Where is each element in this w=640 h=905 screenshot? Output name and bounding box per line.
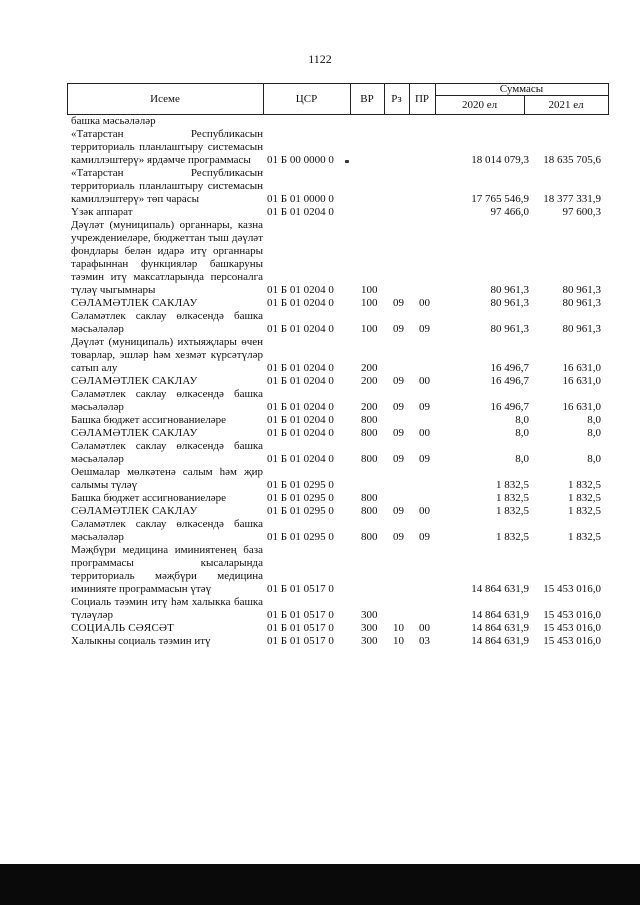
row-sum-2020: 8,0 bbox=[515, 453, 529, 465]
table-row bbox=[67, 440, 609, 466]
row-vr: 800 bbox=[361, 427, 378, 439]
row-sum-2021: 1 832,5 bbox=[568, 492, 601, 504]
row-sum-2020: 80 961,3 bbox=[490, 284, 529, 296]
row-sum-2021: 1 832,5 bbox=[568, 531, 601, 543]
header-csr: ЦСР bbox=[295, 93, 318, 105]
row-name: Халыкны социаль тәэмин итү bbox=[71, 635, 211, 647]
row-vr: 100 bbox=[361, 284, 378, 296]
row-csr: 01 Б 01 0204 0 bbox=[267, 375, 334, 387]
row-csr: 01 Б 01 0295 0 bbox=[267, 492, 334, 504]
row-vr: 300 bbox=[361, 609, 378, 621]
row-csr: 01 Б 01 0204 0 bbox=[267, 401, 334, 413]
row-name: «Татарстан Республикасын территориаль планлаштыру системасын камиллэштерү» ярдәмче программасы bbox=[71, 128, 263, 166]
row-csr: 01 Б 01 0517 0 bbox=[267, 635, 334, 647]
row-name: «Татарстан Республикасын территориаль планлаштыру системасын камиллэштерү» төп чарасы bbox=[71, 167, 263, 205]
row-vr: 200 bbox=[361, 362, 378, 374]
table-row bbox=[67, 310, 609, 336]
page-number: 1122 bbox=[308, 52, 332, 66]
table-header bbox=[67, 83, 609, 115]
table-row bbox=[67, 167, 609, 206]
row-vr: 800 bbox=[361, 414, 378, 426]
row-name: СӘЛАМӘТЛЕК САКЛАУ bbox=[71, 505, 198, 517]
row-sum-2020: 17 765 546,9 bbox=[471, 193, 529, 205]
row-sum-2021: 80 961,3 bbox=[562, 297, 601, 309]
row-csr: 01 Б 01 0000 0 bbox=[267, 193, 334, 205]
table-row bbox=[67, 518, 609, 544]
row-csr: 01 Б 01 0204 0 bbox=[267, 427, 334, 439]
row-csr: 01 Б 00 0000 0 bbox=[267, 154, 334, 166]
header-year-2021: 2021 ел bbox=[548, 99, 584, 111]
row-sum-2021: 97 600,3 bbox=[562, 206, 601, 218]
row-rz: 09 bbox=[393, 297, 404, 309]
row-sum-2021: 8,0 bbox=[587, 427, 601, 439]
row-csr: 01 Б 01 0517 0 bbox=[267, 583, 334, 595]
row-rz: 09 bbox=[393, 375, 404, 387]
scan-speck bbox=[345, 160, 349, 163]
row-csr: 01 Б 01 0204 0 bbox=[267, 453, 334, 465]
row-vr: 300 bbox=[361, 635, 378, 647]
row-name: Үзәк аппарат bbox=[71, 206, 133, 218]
row-sum-2020: 1 832,5 bbox=[496, 531, 529, 543]
table-row bbox=[67, 466, 609, 492]
row-pr: 09 bbox=[419, 531, 430, 543]
row-sum-2020: 80 961,3 bbox=[490, 323, 529, 335]
row-name: Дәүләт (муниципаль) ихтыяҗлары өчен товарлар, эшләр һәм хезмәт күрсәтүләр сатып алу bbox=[71, 336, 263, 374]
row-sum-2021: 15 453 016,0 bbox=[543, 635, 601, 647]
header-pr: ПР bbox=[414, 93, 430, 105]
row-sum-2020: 1 832,5 bbox=[496, 479, 529, 491]
row-csr: 01 Б 01 0204 0 bbox=[267, 297, 334, 309]
row-rz: 09 bbox=[393, 323, 404, 335]
row-pr: 00 bbox=[419, 505, 430, 517]
row-name: Социаль тәэмин итү һәм халыкка башка түләүләр bbox=[71, 596, 263, 621]
table-row bbox=[67, 505, 609, 518]
row-name: СӘЛАМӘТЛЕК САКЛАУ bbox=[71, 297, 198, 309]
table-row bbox=[67, 622, 609, 635]
table-row bbox=[67, 596, 609, 622]
row-sum-2020: 97 466,0 bbox=[490, 206, 529, 218]
row-csr: 01 Б 01 0204 0 bbox=[267, 206, 334, 218]
row-pr: 00 bbox=[419, 375, 430, 387]
row-rz: 09 bbox=[393, 401, 404, 413]
table-row bbox=[67, 635, 609, 648]
row-sum-2021: 15 453 016,0 bbox=[543, 583, 601, 595]
row-sum-2021: 15 453 016,0 bbox=[543, 609, 601, 621]
row-sum-2020: 18 014 079,3 bbox=[471, 154, 529, 166]
row-pr: 09 bbox=[419, 323, 430, 335]
row-sum-2020: 14 864 631,9 bbox=[471, 622, 529, 634]
row-name: Дәүләт (муниципаль) органнары, казна учреждениеләре, бюджеттан тыш дәүләт фондлары белән идарә итү органнары тарафыннан функцияләр башкаруны тәэмин итү максатларында персоналга түләү чыгымнары bbox=[71, 219, 263, 296]
row-sum-2021: 18 377 331,9 bbox=[543, 193, 601, 205]
row-sum-2021: 16 631,0 bbox=[562, 401, 601, 413]
row-csr: 01 Б 01 0295 0 bbox=[267, 505, 334, 517]
row-csr: 01 Б 01 0204 0 bbox=[267, 284, 334, 296]
row-name: Оешмалар мөлкәтенә салым һәм җир салымы түләү bbox=[71, 466, 263, 491]
table-row bbox=[67, 206, 609, 219]
table-row bbox=[67, 128, 609, 167]
row-csr: 01 Б 01 0204 0 bbox=[267, 362, 334, 374]
header-sums: Суммасы bbox=[499, 83, 544, 95]
row-sum-2021: 16 631,0 bbox=[562, 375, 601, 387]
row-name: СӘЛАМӘТЛЕК САКЛАУ bbox=[71, 375, 198, 387]
row-sum-2020: 1 832,5 bbox=[496, 492, 529, 504]
row-name: СОЦИАЛЬ СӘЯСӘТ bbox=[71, 622, 175, 634]
row-vr: 800 bbox=[361, 492, 378, 504]
row-rz: 10 bbox=[393, 622, 404, 634]
table-row bbox=[67, 297, 609, 310]
header-vr: ВР bbox=[360, 93, 374, 105]
table-row bbox=[67, 427, 609, 440]
row-sum-2021: 80 961,3 bbox=[562, 284, 601, 296]
row-sum-2021: 80 961,3 bbox=[562, 323, 601, 335]
row-name: Мәҗбүри медицина иминиятенең база программасы кысаларында территориаль мәҗбүри медицина иминияте программасын үтәү bbox=[71, 544, 263, 595]
row-pr: 00 bbox=[419, 427, 430, 439]
row-name: Сәламәтлек саклау өлкәсендә башка мәсьәләләр bbox=[71, 388, 263, 413]
row-sum-2020: 1 832,5 bbox=[496, 505, 529, 517]
row-pr: 09 bbox=[419, 401, 430, 413]
row-csr: 01 Б 01 0295 0 bbox=[267, 479, 334, 491]
row-csr: 01 Б 01 0204 0 bbox=[267, 414, 334, 426]
row-sum-2021: 16 631,0 bbox=[562, 362, 601, 374]
row-sum-2021: 18 635 705,6 bbox=[543, 154, 601, 166]
row-rz: 10 bbox=[393, 635, 404, 647]
header-year-2020: 2020 ел bbox=[461, 99, 498, 111]
row-sum-2021: 1 832,5 bbox=[568, 479, 601, 491]
row-csr: 01 Б 01 0295 0 bbox=[267, 531, 334, 543]
header-border bbox=[608, 83, 609, 115]
row-pr: 00 bbox=[419, 297, 430, 309]
row-vr: 100 bbox=[361, 323, 378, 335]
row-sum-2020: 80 961,3 bbox=[490, 297, 529, 309]
row-csr: 01 Б 01 0204 0 bbox=[267, 323, 334, 335]
row-csr: 01 Б 01 0517 0 bbox=[267, 622, 334, 634]
row-sum-2021: 15 453 016,0 bbox=[543, 622, 601, 634]
row-vr: 800 bbox=[361, 531, 378, 543]
row-rz: 09 bbox=[393, 453, 404, 465]
row-vr: 200 bbox=[361, 375, 378, 387]
table-row bbox=[67, 375, 609, 388]
row-rz: 09 bbox=[393, 505, 404, 517]
row-sum-2021: 8,0 bbox=[587, 414, 601, 426]
table-row bbox=[67, 414, 609, 427]
row-name: СӘЛАМӘТЛЕК САКЛАУ bbox=[71, 427, 198, 439]
table-row bbox=[67, 219, 609, 297]
row-rz: 09 bbox=[393, 531, 404, 543]
row-rz: 09 bbox=[393, 427, 404, 439]
row-name: Сәламәтлек саклау өлкәсендә башка мәсьәләләр bbox=[71, 518, 263, 543]
row-vr: 300 bbox=[361, 622, 378, 634]
row-vr: 200 bbox=[361, 401, 378, 413]
table-row bbox=[67, 544, 609, 596]
row-sum-2021: 8,0 bbox=[587, 453, 601, 465]
row-pr: 00 bbox=[419, 622, 430, 634]
header-rz: Рз bbox=[391, 93, 402, 105]
row-name: Сәламәтлек саклау өлкәсендә башка мәсьәләләр bbox=[71, 440, 263, 465]
row-sum-2020: 16 496,7 bbox=[490, 401, 529, 413]
row-name: Башка бюджет ассигнованиеләре bbox=[71, 414, 226, 426]
row-pr: 09 bbox=[419, 453, 430, 465]
row-sum-2021: 1 832,5 bbox=[568, 505, 601, 517]
table-row bbox=[67, 115, 609, 128]
row-vr: 100 bbox=[361, 297, 378, 309]
row-name: башка мәсьәләләр bbox=[71, 115, 156, 127]
header-name: Исеме bbox=[150, 93, 180, 105]
row-sum-2020: 8,0 bbox=[515, 414, 529, 426]
table-row bbox=[67, 336, 609, 375]
row-sum-2020: 16 496,7 bbox=[490, 362, 529, 374]
row-vr: 800 bbox=[361, 505, 378, 517]
table-row bbox=[67, 388, 609, 414]
row-vr: 800 bbox=[361, 453, 378, 465]
budget-table-body bbox=[67, 115, 609, 648]
row-sum-2020: 14 864 631,9 bbox=[471, 583, 529, 595]
table-row bbox=[67, 492, 609, 505]
row-pr: 03 bbox=[419, 635, 430, 647]
row-sum-2020: 8,0 bbox=[515, 427, 529, 439]
row-name: Башка бюджет ассигнованиеләре bbox=[71, 492, 226, 504]
row-sum-2020: 14 864 631,9 bbox=[471, 635, 529, 647]
row-csr: 01 Б 01 0517 0 bbox=[267, 609, 334, 621]
row-name: Сәламәтлек саклау өлкәсендә башка мәсьәләләр bbox=[71, 310, 263, 335]
row-sum-2020: 14 864 631,9 bbox=[471, 609, 529, 621]
row-sum-2020: 16 496,7 bbox=[490, 375, 529, 387]
scan-bottom-edge bbox=[0, 864, 640, 905]
